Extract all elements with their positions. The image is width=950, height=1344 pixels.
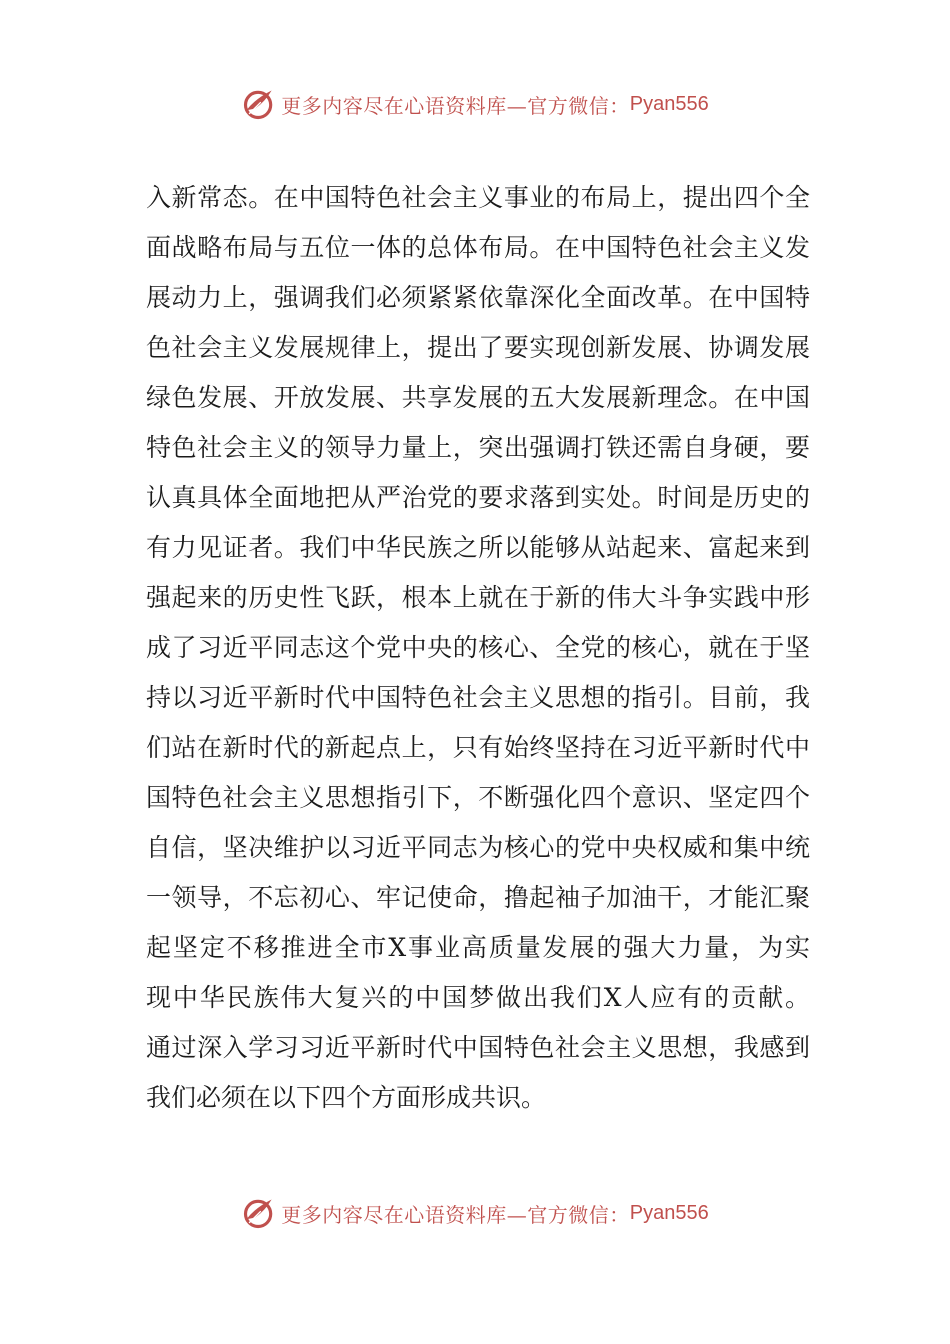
header-watermark (0, 84, 950, 124)
text-line: 成了习近平同志这个党中央的核心、全党的核心，就在于坚 (146, 633, 810, 662)
text-line: 通过深入学习习近平新时代中国特色社会主义思想，我感到 (146, 1033, 810, 1062)
text-line: 一领导，不忘初心、牢记使命，撸起袖子加油干，才能汇聚 (146, 883, 810, 912)
text-line: 入新常态。在中国特色社会主义事业的布局上，提出四个全 (146, 183, 810, 212)
text-line: 自信，坚决维护以习近平同志为核心的党中央权威和集中统 (146, 833, 810, 862)
text-line: 绿色发展、开放发展、共享发展的五大发展新理念。在中国 (146, 383, 810, 412)
watermark-code: Pyan556 (629, 92, 709, 115)
quill-logo-icon (241, 86, 277, 122)
document-body (146, 173, 810, 1123)
text-line: 国特色社会主义思想指引下，不断强化四个意识、坚定四个 (146, 783, 810, 812)
text-line: 强起来的历史性飞跃，根本上就在于新的伟大斗争实践中形 (146, 583, 810, 612)
text-line: 们站在新时代的新起点上，只有始终坚持在习近平新时代中 (146, 733, 810, 762)
text-line: 有力见证者。我们中华民族之所以能够从站起来、富起来到 (146, 533, 810, 562)
text-line: 现中华民族伟大复兴的中国梦做出我们X人应有的贡献。 (146, 983, 810, 1012)
text-line: 认真具体全面地把从严治党的要求落到实处。时间是历史的 (146, 483, 810, 512)
text-line: 面战略布局与五位一体的总体布局。在中国特色社会主义发 (146, 233, 810, 262)
text-line: 展动力上，强调我们必须紧紧依靠深化全面改革。在中国特 (146, 283, 810, 312)
watermark-text: 更多内容尽在心语资料库—官方微信： (281, 93, 630, 118)
quill-logo-icon (241, 1195, 277, 1231)
text-line: 特色社会主义的领导力量上，突出强调打铁还需自身硬，要 (146, 433, 810, 462)
footer-watermark (0, 1193, 950, 1233)
text-line: 持以习近平新时代中国特色社会主义思想的指引。目前，我 (146, 683, 810, 712)
text-line: 起坚定不移推进全市X事业高质量发展的强大力量，为实 (146, 933, 810, 962)
watermark-code: Pyan556 (629, 1201, 709, 1224)
text-line: 我们必须在以下四个方面形成共识。 (146, 1083, 547, 1112)
watermark-text: 更多内容尽在心语资料库—官方微信： (281, 1202, 630, 1227)
text-line: 色社会主义发展规律上，提出了要实现创新发展、协调发展 (146, 333, 810, 362)
